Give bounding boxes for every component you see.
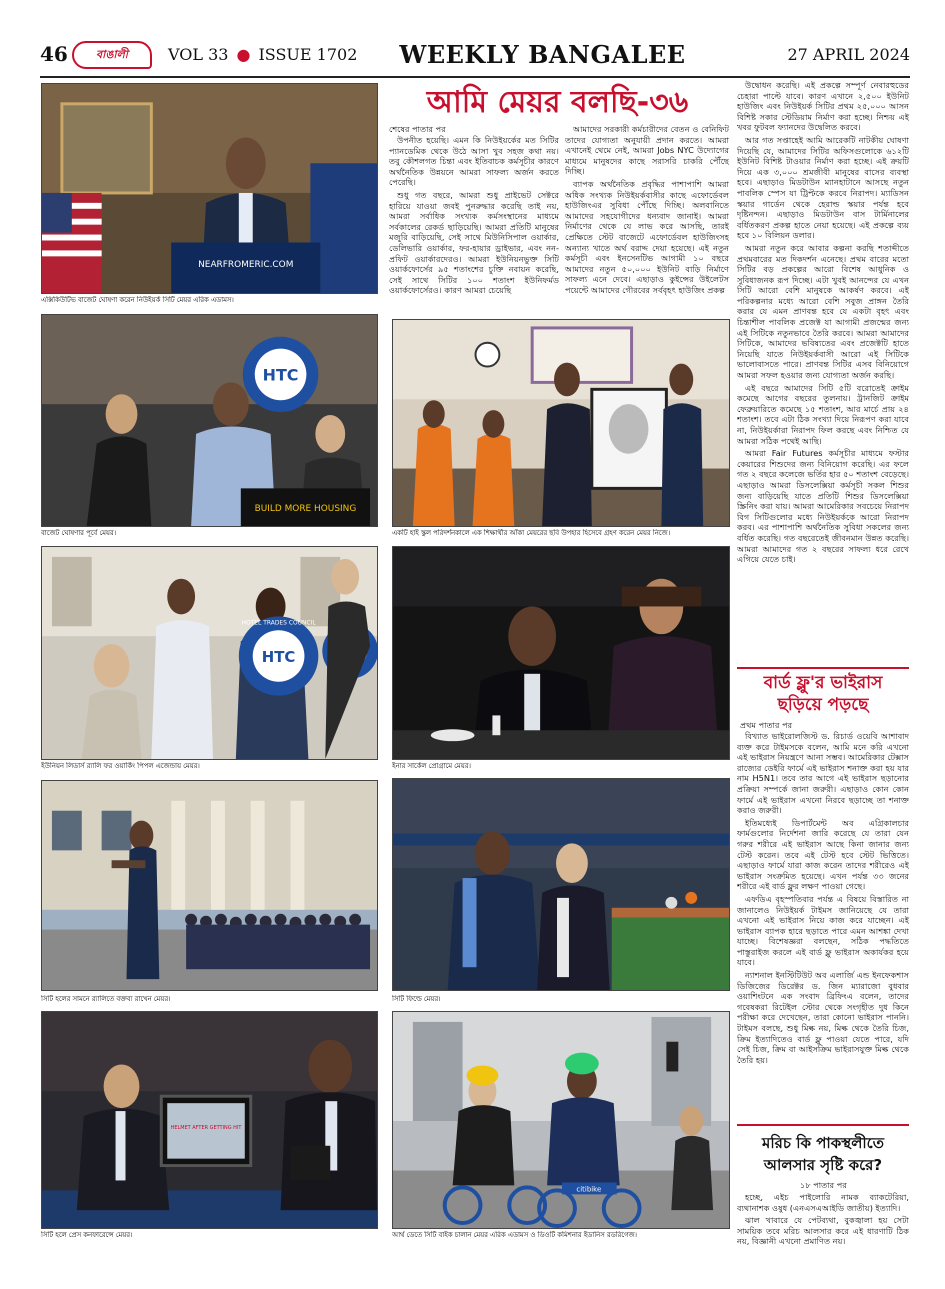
photo-caption: ইউনিয়ন লিডার্স র‍্যালি ফর ওয়ার্কিং পিপল এজেন্ডায় মেয়র। [41, 762, 200, 770]
photo-caption: সিটি ফিল্ডে মেয়র। [392, 995, 441, 1003]
photo-before-budget [41, 314, 378, 527]
htc-sign-text: HTC [261, 647, 296, 666]
continued-note: শেষের পাতার পর [389, 124, 446, 134]
article-box [737, 667, 909, 669]
paragraph: আমরা Fair Futures কর্মসূচীর মাধ্যমে ফস্টার কেয়ারের শিশুদের জন্য বিনিয়োগ করেছি। এর ফলে গত ২ বছরে কলেজে ভর্তির হার ৫০ শতাংশ বেড়েছে। এছাড়াও আমরা ডিসলেক্সিয়া কর্মসূচী সকল শিশুর জন্য বাড়িয়েছি যাতে প্রতিটি শিশুর ডিসলেক্সিয়া স্ক্রিনিং করা যায়। আমরা আমেরিকার সবচেয়ে নিরাপদ বিগ সিটিগুলোর মধ্যে নিউইয়র্ককে আরো নিরাপদ করব। এর পাশাপাশি অর্থনৈতিক সুবিধা সকলের জন্য বর্ধিত করেছি। গত বছরেতেই জীবনমান উন্নত করেছি। আমরা আমাদের গত ২ বছরের সাফল্য ধরে রেখে এগিয়ে যেতে চাই। [737, 448, 909, 565]
issue-date: 27 APRIL 2024 [787, 44, 910, 64]
volume-label: VOL 33 [168, 44, 229, 64]
photo-school-visit [392, 319, 730, 527]
banner-text: BUILD MORE HOUSING [254, 504, 357, 515]
article-column [737, 80, 909, 665]
paragraph: ব্যাপক অর্থনৈতিক প্রবৃদ্ধির পাশাপাশি আমরা অধিক সংখ্যক নিউইয়র্কবাসীর কাছে এফোর্ডেবল হাউজিংএর সুবিধা পৌঁছে দিচ্ছি। অলবানিতে আমাদের সহযোগীদের ধন্যবাদ জানাই। আমরা নির্মাণের থেকে যে লাভ করে আসছি, তারই প্রেক্ষিতে স্টেট বাজেটে এফোর্ডেবল হাউজিংসহ অন্যান্য খাতে অর্থ বরাদ্দ দেয়া হয়েছে। এই নতুন কর্মসূচী এবং ইনসেনটিভ আগামী ১০ বছরে আমাদের নতুন ৫০,০০০ ইউনিট বাড়ি নির্মাণে সাফল্য এনে দেবে। এছাড়াও কুইন্সের উইলেটস পয়েন্টে আমাদের গৌরবের সর্ববৃহৎ হাউজিং প্রকল্প [565, 178, 729, 295]
paragraph: উপনীত হয়েছি। এমন কি নিউইয়র্কের মত সিটির প্যানডেমিক থেকে উঠে আসা খুব সহজ কথা নয়। তবু কৌশলগত চিন্তা এবং ইতিবাচক কর্মসূচীর কারণে অর্থনৈতিক উন্নয়নে আমরা সাফল্য অর্জন করতে পেরেছি। [389, 135, 559, 188]
podium-text: NEARFROMERIC.COM [198, 260, 294, 271]
article-title-line: বার্ড ফ্লু'র ভাইরাস [763, 673, 883, 693]
article-column [737, 1192, 909, 1252]
article-box [737, 1124, 909, 1126]
bullet-icon: ● [236, 44, 251, 64]
issue-label: ISSUE 1702 [258, 44, 358, 64]
photo-budget-announcement [41, 83, 378, 294]
photo-caption: সিটি হলের সামনে র‍্যালিতে বক্তব্য রাখেন মেয়র। [41, 995, 171, 1003]
photo-caption: সিটি হলে প্রেস কনফারেন্সে মেয়র। [41, 1231, 133, 1239]
paragraph: এই বছরে আমাদের সিটি ৫টি বরোতেই ক্রাইম কমেছে আগের বছরের তুলনায়। ট্রানজিট ক্রাইম ফেব্রুয়ারিতে কমেছে ১৫ শতাংশ, আর মার্চে প্রায় ২৪ শতাংশ। তবে এটা ঠিক সংখ্যা দিয়ে নিরূপণ করা যাবে না, নিউইয়র্কারা নিরাপদ ফিল করছে এবং নিশ্চিত যে আমরা সঠিক পথেই আছি। [737, 382, 909, 446]
paragraph: আর গত সপ্তাহেই আমি আরেকটি নাটকীয় ঘোষণা দিয়েছি যে, আমাদের সিটির অফিসগুলোকে ৬১২টি ইউনিট বিশিষ্ট টাওয়ার নির্মাণ করা হচ্ছে। এই ক্রয়টি দিয়ে এক ৩,০০০ শ্রমজীবী মানুষের বাসের ব্যবস্থা হবে। এছাড়াও মিডটাউন ম্যানহাটানে আসছে নতুন পাবলিক স্পেস যা ট্রিপ্টকে করবে নিরাপদ। ম্যাডিসন স্কয়ার গার্ডেন থেকে হেরাল্ড স্কয়ার পর্যন্ত হবে দৃষ্টিনন্দন। এছাড়াও মিডটাউন বাস টার্মিনালের বর্ধিতকরণ প্রকল্প হাতে নেয়া হয়েছে। এই প্রকল্পে ব্যয় হবে ১০ বিলিয়ন ডলার। [737, 134, 909, 241]
logo-text: বাঙালী [72, 41, 152, 69]
screen-text: HELMET AFTER GETTING HIT [170, 1124, 242, 1131]
article-title-line: ছড়িয়ে পড়ছে [777, 695, 869, 715]
photo-caption: বাজেট ঘোষণার পূর্বে মেয়র। [41, 529, 117, 537]
article-column [565, 124, 729, 307]
photo-caption: ইনার সার্কেল প্রোগ্রামে মেয়র। [392, 762, 471, 770]
photo-earth-day-bike [392, 1011, 730, 1229]
paragraph: ন্যাশনাল ইনস্টিটিউট অব এলার্জি এন্ড ইনফেকশাস ডিজিজের ডিরেক্টর ড. জিন ম্যারাজো বুধবার ওয়াশিংটনে এক সংবাদ ব্রিফিংএ বলেন, তাদের গবেষকরা রিটেইল স্টোর থেকে সংগৃহীত দুধ কিনে পরীক্ষা করে দেখেছেন, তারা কোনো ভাইরাস পাননি। টাইমস বলছে, শুধু মিল্ক নয়, মিল্ক থেকে তৈরি চিজ, ক্রিম ইত্যাদিতেও বার্ড ফ্লু পাওয়া যেতে পারে, যদি সেই চিজ, ক্রিম বা আইসক্রিম ভাইরাসযুক্ত মিল্ক থেকে তৈরি হয়। [737, 970, 909, 1065]
photo-caption: আর্থ ডেতে সিটি বাইক চালান মেয়র এরিক এডামস ও ডিওটি কমিশনার ইডানিস রডরিগেজ। [392, 1231, 637, 1239]
photo-union-rally [41, 546, 378, 760]
article-title-line: আলসার সৃষ্টি করে? [763, 1156, 883, 1174]
photo-inner-circle [392, 546, 730, 760]
paragraph: আমরা নতুন করে আবার কল্পনা করছি শতাব্দীতে প্রথমবারের মত দিকদর্শন এনেছে। প্রথম বারের মতো সিটির বড় প্রকল্পের আরো বিশেষ আধুনিক ও সুবিধাজনক রূপ দিচ্ছে। এটা খুবই আনন্দের যে এখন সিটি আরো বেশি মানুষকে আকর্ষণ করবে। এই পরিকল্পনার মধ্যে আরো বেশি সবুজ প্রাঙ্গন তৈরি করার যে এমন প্রাণবন্ত হবে যে একটা বৃহৎ এবং চিন্তাশীল পাবলিক প্রজেক্ট যা আগামী প্রজন্মের জন্য এই সিটিকে নতুনভাবে তৈরি করবে। আমরা আমাদের সিটিকে, আমাদের ভবিষ্যতের এবং প্রজেক্টটি হাতে নিয়েছি যাতে নিউইয়র্কবাসী আরো এই সিটিকে ভালোবাসতে পারে। প্রাণবন্ত সিটির এসব বিনিয়োগে আমরা সফল হওয়ার জন্য যোগ্যতা অর্জন করছি। [737, 242, 909, 381]
paragraph: আমাদের সরকারী কর্মচারীদের বেতন ও বেনিফিট তাদের যোগ্যতা অনুযায়ী প্রদান করতে। আমরা এখানেই থেমে নেই, আমরা Jobs NYC উদ্যোগের মাধ্যমে মানুষদের কাছে সরাসরি চাকরি পৌঁছে দিচ্ছি। [565, 124, 729, 177]
photo-citi-field [392, 778, 730, 991]
paragraph: ইতিমধ্যেই ডিপার্টমেন্ট অব এগ্রিকালচার ফার্মগুলোর নির্দেশনা জারি করেছে যে তারা যেন গরুর শরীরে এই ভাইরাস আছে কিনা জানার জন্য টেস্ট করেন। তবে এই টেস্ট হবে স্টেট ভিত্তিতে। এছাড়াও ফার্মে যারা কাজ করেন তাদের শরীরেও এই ভাইরাস সংক্রমিত হয়েছে। এখন পর্যন্ত ৩৩ জনের শরীরে এই বার্ড ফ্লুর লক্ষণ পাওয়া গেছে। [737, 817, 909, 892]
masthead: WEEKLY BANGALEE [399, 39, 686, 69]
paragraph: উদ্বোধন করেছি। এই প্রকল্পে সম্পূর্ণ নেবারহুডের চেহারা পাল্টে যাবে। কারণ এখানে ২,৫০০ ইউনিট হাউজিং এবং নিউইয়র্ক সিটির প্রথম ২৫,০০০ আসন বিশিষ্ট সকার স্টেডিয়াম নির্মাণ করা হচ্ছে। নিশ্চয় এই খবর ফুটবল ফ্যানদের উদ্বেলিত করবে। [737, 80, 909, 133]
photo-caption: একটি হাই স্কুল পরিদর্শনকালে এক শিক্ষার্থীর আঁকা মেয়রের ছবি উপহার হিসেবে গ্রহণ করেন মেয়র নিজে। [392, 529, 671, 537]
article-title-line: মরিচ কি পাকস্থলীতে [762, 1134, 884, 1152]
paragraph: শুধু গত বছরে, আমরা শুধু প্রাইভেট সেক্টরে হারিয়ে যাওয়া জবই পুনরুদ্ধার করেছি তাই নয়, আমরা সর্বাধিক সংখ্যক কর্মসংস্থানের মাধ্যমে সর্বকালের রেকর্ড ছাড়িয়েছি। আমরা প্রতিটি মানুষের মজুরি বাড়িয়েছি, সেই সাথে মিউনিসিপাল ওয়ার্কার, ডেলিভারি ওয়ার্কার, ফর-হায়ার ড্রাইভার, এবং নন-প্রফিট ওয়ার্কারদেরও। আমরা ইউনিয়নভুক্ত সিটি ওয়ার্কফোর্সের ৯৫ শতাংশের চুক্তি নবায়ন করেছি, সেই সাথে সিটির ১০০ শতাংশ ইউনিফর্মড ওয়ার্কফোর্সেরও। কারণ আমরা চেয়েছি [389, 189, 559, 296]
bike-text: citibike [576, 1185, 602, 1194]
continued-note: প্রথম পাতার পর [740, 720, 793, 730]
continued-note: ১৮ পাতার পর [800, 1180, 847, 1190]
paragraph: এফডিএ বৃহস্পতিবার পর্যন্ত এ বিষয়ে বিস্তারিত না জানালেও নিউইয়র্ক টাইমস জানিয়েছে যে তারা এখনো এই ভাইরাস নিয়ে কাজ করে যাচ্ছেন। এই ভাইরাস ব্যাপক হারে ছড়াতে পারে এমন আশঙ্কা দেখা যাচ্ছে। বিশেষজ্ঞরা বলছেন, সঠিক পদ্ধতিতে পাস্তুরাইজ করলে এই বার্ড ফ্লু ভাইরাস অকার্যকর হয়ে যাবে। [737, 893, 909, 968]
paragraph: বিখ্যাত ভাইরোলজিস্ট ড. রিচার্ড ওয়েবি আশাবাদ ব্যক্ত করে টাইমসকে বলেন, আমি মনে করি এখনো এই ভাইরাস নিয়ন্ত্রণে আনা সম্ভব। আমেরিকার টেক্সাস রাজ্যের ডেইরি ফার্মে এই ভাইরাস শনাক্ত করা হয় যার নাম H5N1। তবে তার আগে এই ভাইরাস ছড়ানোর প্রক্রিয়া সম্পর্কে জানা জরুরী। এছাড়াও কোন কোন ফার্মে এই ভাইরাস এখনো নিরবে ছড়াচ্ছে তা শনাক্ত করাও জরুরী। [737, 731, 909, 816]
photo-city-hall-rally [41, 780, 378, 991]
header-rule [40, 76, 910, 78]
paragraph: ঝাল খাবারে যে পেটব্যথা, বুকজ্বালা হয় সেটা সাময়িক তবে মরিচ আলসার করে এই ধারণাটি ঠিক নয়, বিজ্ঞানী এখনো প্রমাণিত নয়। [737, 1215, 909, 1247]
article-column [737, 731, 909, 1121]
htc-ring-text: HOTEL TRADES COUNCIL [241, 619, 316, 627]
article-column [389, 135, 559, 307]
article-title: আমি মেয়র বলছি-৩৬ [426, 85, 689, 120]
paragraph: হচ্ছে, এইচ পাইলোরি নামক ব্যাকটেরিয়া, ব্যথানাশক ওষুধ (এনএসএআইডি জাতীয়) ইত্যাদি। [737, 1192, 909, 1213]
photo-caption: এক্সিকিউটিভ বাজেট ঘোষণা করেন নিউইয়র্ক সিটি মেয়র এরিক এডামস। [41, 296, 234, 304]
page-number: 46 [40, 42, 68, 66]
htc-sign-text: HTC [262, 365, 299, 385]
photo-press-conference [41, 1011, 378, 1229]
page-header [40, 36, 910, 72]
newspaper-logo [72, 39, 156, 69]
